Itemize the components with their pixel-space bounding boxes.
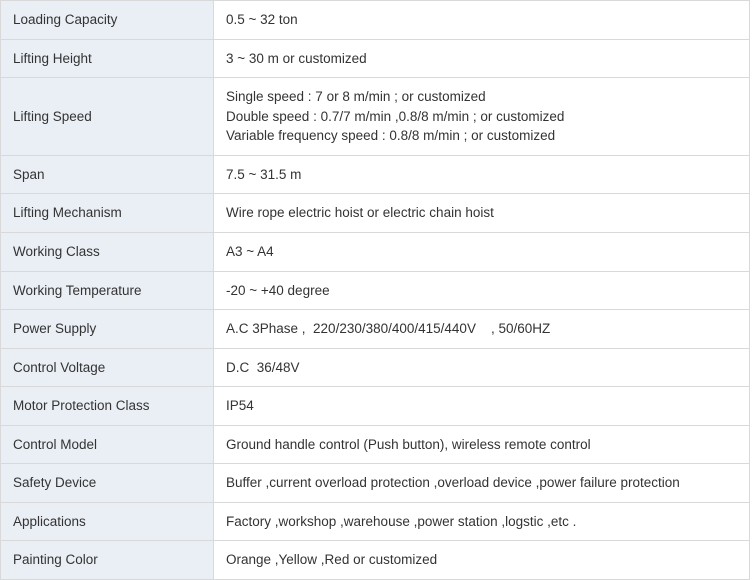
table-row <box>1 1 750 40</box>
spec-value <box>214 78 750 156</box>
spec-value-line: Variable frequency speed : 0.8/8 m/min ; or customized <box>226 128 556 144</box>
spec-value-line: 7.5 ~ 31.5 m <box>226 166 302 182</box>
spec-label: Safety Device <box>1 464 214 503</box>
spec-value-line: Factory ,workshop ,warehouse ,power station ,logstic ,etc . <box>226 513 577 529</box>
table-row <box>1 194 750 233</box>
spec-label: Working Class <box>1 232 214 271</box>
spec-value <box>214 39 750 78</box>
table-row <box>1 387 750 426</box>
spec-label: Control Model <box>1 425 214 464</box>
spec-value-line: 3 ~ 30 m or customized <box>226 50 367 66</box>
spec-value-line: A3 ~ A4 <box>226 243 274 259</box>
spec-value <box>214 194 750 233</box>
table-row <box>1 464 750 503</box>
table-row <box>1 310 750 349</box>
table-row <box>1 541 750 580</box>
spec-value-line: D.C 36/48V <box>226 359 300 375</box>
table-row <box>1 348 750 387</box>
spec-value <box>214 155 750 194</box>
spec-value <box>214 387 750 426</box>
spec-label: Control Voltage <box>1 348 214 387</box>
table-row <box>1 39 750 78</box>
spec-value-line: 0.5 ~ 32 ton <box>226 12 298 27</box>
spec-value-line: Orange ,Yellow ,Red or customized <box>226 552 438 568</box>
table-row <box>1 78 750 156</box>
spec-value-line: -20 ~ +40 degree <box>226 282 330 298</box>
spec-value <box>214 541 750 580</box>
spec-value <box>214 348 750 387</box>
table-row <box>1 155 750 194</box>
spec-label: Motor Protection Class <box>1 387 214 426</box>
spec-label: Lifting Speed <box>1 78 214 156</box>
spec-value <box>214 425 750 464</box>
spec-label: Applications <box>1 502 214 541</box>
spec-value-line: Single speed : 7 or 8 m/min ; or customized <box>226 89 486 105</box>
table-row <box>1 232 750 271</box>
table-row <box>1 425 750 464</box>
spec-label: Painting Color <box>1 541 214 580</box>
spec-value <box>214 464 750 503</box>
spec-value-line: Double speed : 0.7/7 m/min ,0.8/8 m/min ; or customized <box>226 108 565 124</box>
spec-value <box>214 310 750 349</box>
spec-value-line: Buffer ,current overload protection ,overload device ,power failure protection <box>226 475 680 491</box>
spec-value-line: IP54 <box>226 398 254 414</box>
spec-value <box>214 1 750 40</box>
spec-value <box>214 232 750 271</box>
spec-label: Loading Capacity <box>1 1 214 40</box>
spec-label: Span <box>1 155 214 194</box>
specifications-table-body <box>1 1 750 580</box>
spec-label: Lifting Height <box>1 39 214 78</box>
spec-label: Power Supply <box>1 310 214 349</box>
table-row <box>1 502 750 541</box>
spec-label: Working Temperature <box>1 271 214 310</box>
table-row <box>1 271 750 310</box>
spec-value-line: Ground handle control (Push button), wireless remote control <box>226 436 591 452</box>
spec-value-line: A.C 3Phase , 220/230/380/400/415/440V , 50/60HZ <box>226 321 551 337</box>
spec-value-line: Wire rope electric hoist or electric chain hoist <box>226 205 494 221</box>
spec-label: Lifting Mechanism <box>1 194 214 233</box>
spec-value <box>214 502 750 541</box>
spec-value <box>214 271 750 310</box>
